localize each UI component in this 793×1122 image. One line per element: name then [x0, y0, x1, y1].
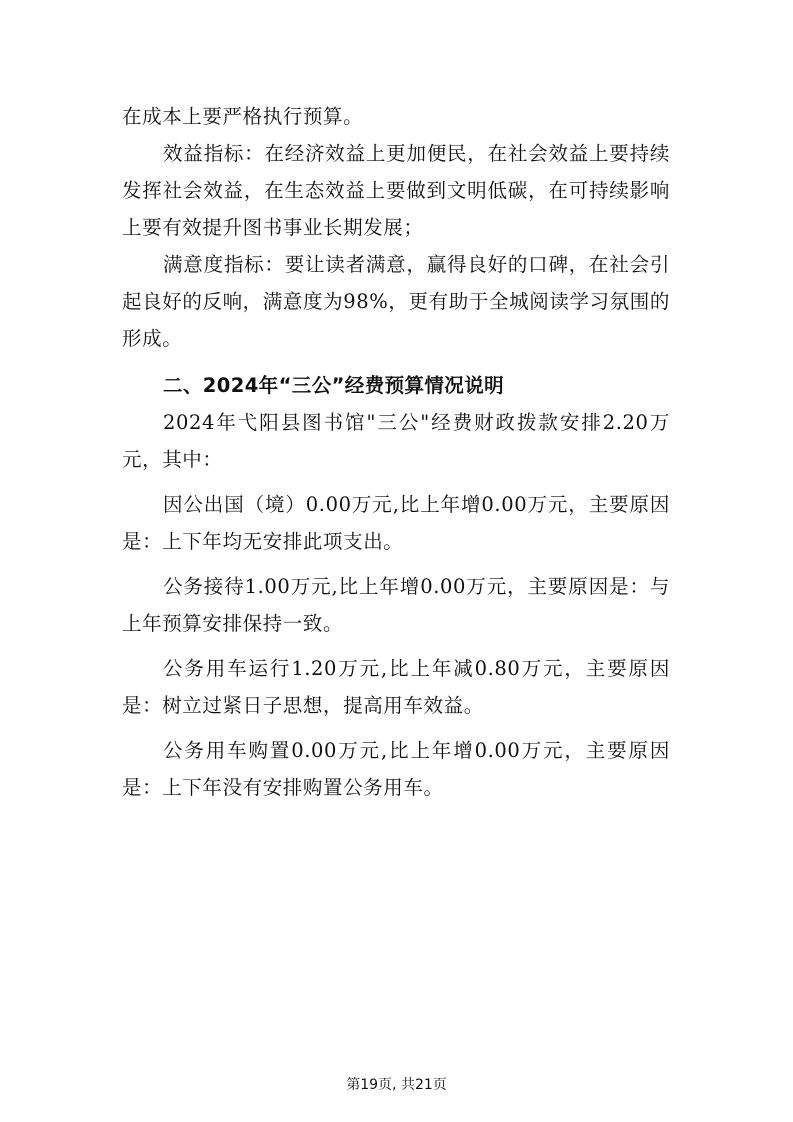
- paragraph-benefit-indicators: 效益指标：在经济效益上更加便民，在社会效益上要持续发挥社会效益，在生态效益上要做到文明低碳，在可持续影响上要有效提升图书事业长期发展；: [122, 142, 670, 239]
- paragraph-satisfaction-indicators: 满意度指标：要让读者满意，赢得良好的口碑，在社会引起良好的反响，满意度为98%，更有助于全城阅读学习氛围的形成。: [122, 253, 670, 350]
- paragraph-three-public-total: 2024年弋阳县图书馆"三公"经费财政拨款安排2.20万元，其中：: [122, 411, 670, 471]
- paragraph-official-reception: 公务接待1.00万元,比上年增0.00万元，主要原因是：与上年预算安排保持一致。: [122, 575, 670, 635]
- section-heading: 二、2024年“三公”经费预算情况说明: [163, 374, 505, 397]
- paragraph-budget-execution: 在成本上要严格执行预算。: [122, 105, 364, 128]
- paragraph-overseas-travel: 因公出国（境）0.00万元,比上年增0.00万元，主要原因是：上下年均无安排此项支出。: [122, 493, 670, 553]
- paragraph-vehicle-operation: 公务用车运行1.20万元,比上年减0.80万元，主要原因是：树立过紧日子思想，提高用车效益。: [122, 657, 670, 717]
- paragraph-vehicle-purchase: 公务用车购置0.00万元,比上年增0.00万元，主要原因是：上下年没有安排购置公务用车。: [122, 739, 670, 799]
- document-body: [122, 98, 670, 806]
- page-number-footer: 第19页, 共21页: [346, 1077, 447, 1093]
